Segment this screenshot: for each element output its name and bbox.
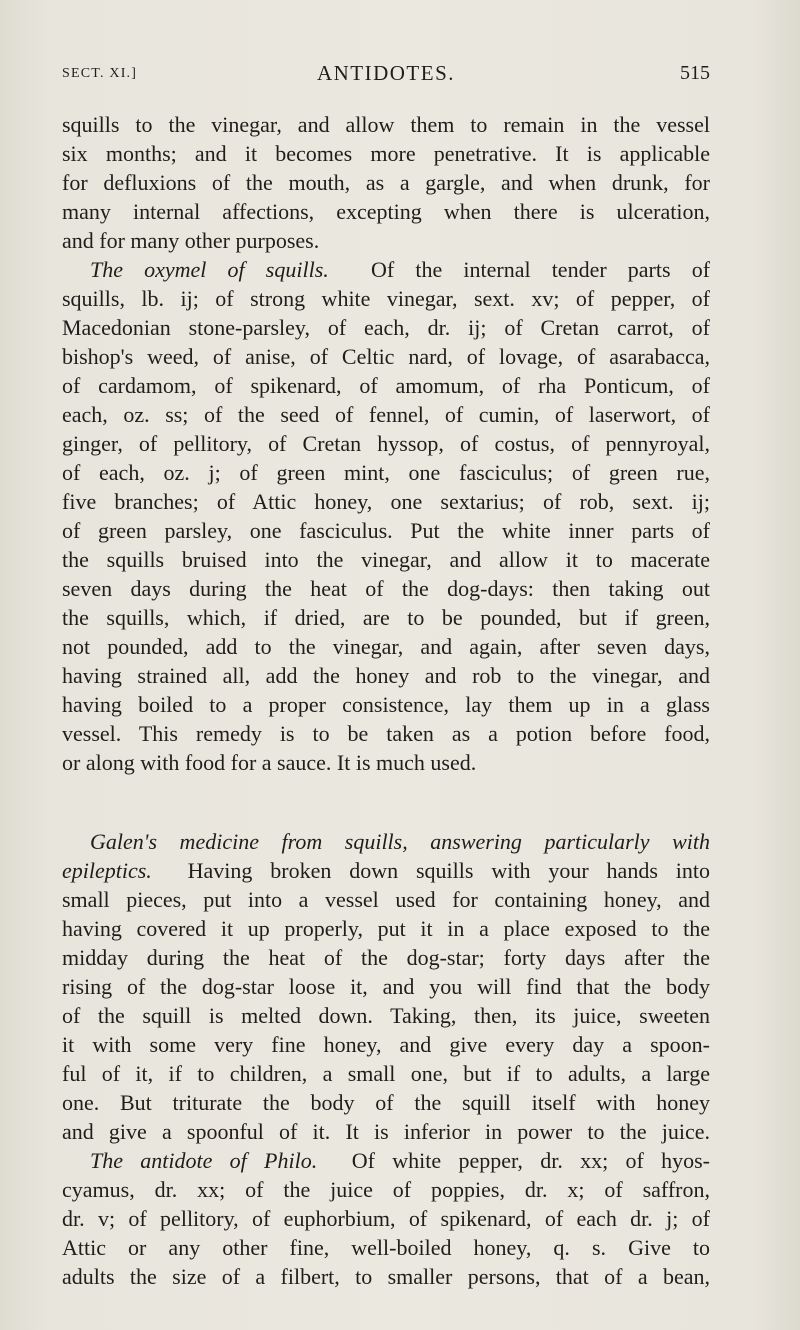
text-span: Of the internal tender parts of (371, 257, 710, 282)
text-line: squills, lb. ij; of strong white vinegar, sext. xv; of pepper, of (62, 286, 710, 311)
text-line: having covered it up properly, put it in a place exposed to the (62, 916, 710, 941)
text-line: six months; and it becomes more penetrative. It is applicable (62, 141, 710, 166)
text-line (62, 856, 710, 885)
text-line: for defluxions of the mouth, as a gargle, and when drunk, for (62, 170, 710, 195)
text-line (62, 1146, 710, 1175)
text-line: adults the size of a filbert, to smaller persons, that of a bean, (62, 1264, 710, 1289)
text-line: Macedonian stone-parsley, of each, dr. ij; of Cretan carrot, of (62, 315, 710, 340)
text-line: or along with food for a sauce. It is much used. (62, 750, 477, 775)
text-line: ginger, of pellitory, of Cretan hyssop, of costus, of pennyroyal, (62, 431, 710, 456)
text-line: seven days during the heat of the dog-days: then taking out (62, 576, 710, 601)
text-line: and for many other purposes. (62, 228, 320, 253)
text-line: not pounded, add to the vinegar, and again, after seven days, (62, 634, 710, 659)
text-line: of cardamom, of spikenard, of amomum, of rha Ponticum, of (62, 373, 710, 398)
text-line: having strained all, add the honey and rob to the vinegar, and (62, 663, 710, 688)
text-line: rising of the dog-star loose it, and you will find that the body (62, 974, 710, 999)
text-line: squills to the vinegar, and allow them to remain in the vessel (62, 112, 710, 137)
text-line (62, 827, 710, 856)
section-marker: SECT. XI.] (62, 66, 138, 81)
text-line: and give a spoonful of it. It is inferior in power to the juice. (62, 1119, 710, 1144)
text-line: of each, oz. j; of green mint, one fasciculus; of green rue, (62, 460, 710, 485)
page-title: ANTIDOTES. (316, 61, 456, 85)
recipe-heading: Galen's medicine from squills, answering particularly with (90, 829, 710, 854)
text-line: ful of it, if to children, a small one, but if to adults, a large (62, 1061, 710, 1086)
text-line: bishop's weed, of anise, of Celtic nard, of lovage, of asarabacca, (62, 344, 710, 369)
text-line: vessel. This remedy is to be taken as a potion before food, (62, 721, 710, 746)
text-line: Attic or any other fine, well-boiled honey, q. s. Give to (62, 1235, 710, 1260)
text-line (62, 255, 710, 284)
running-head (62, 58, 710, 90)
text-span: Having broken down squills with your hands into (187, 858, 710, 883)
text-line: each, oz. ss; of the seed of fennel, of cumin, of laserwort, of (62, 402, 710, 427)
recipe-heading: The antidote of Philo. (90, 1148, 318, 1173)
text-line: small pieces, put into a vessel used for containing honey, and (62, 887, 710, 912)
text-line: midday during the heat of the dog-star; forty days after the (62, 945, 710, 970)
text-line: one. But triturate the body of the squill itself with honey (62, 1090, 710, 1115)
text-line: many internal affections, excepting when there is ulceration, (62, 199, 710, 224)
recipe-heading: epileptics. (62, 858, 152, 883)
text-line: dr. v; of pellitory, of euphorbium, of spikenard, of each dr. j; of (62, 1206, 710, 1231)
text-line: the squills, which, if dried, are to be pounded, but if green, (62, 605, 710, 630)
text-span: Of white pepper, dr. xx; of hyos- (351, 1148, 710, 1173)
text-line: the squills bruised into the vinegar, and allow it to macerate (62, 547, 710, 572)
text-line: five branches; of Attic honey, one sextarius; of rob, sext. ij; (62, 489, 710, 514)
text-line: of green parsley, one fasciculus. Put the white inner parts of (62, 518, 710, 543)
text-line: it with some very fine honey, and give every day a spoon- (62, 1032, 710, 1057)
paragraph-gap (62, 777, 710, 827)
page-number: 515 (680, 62, 710, 84)
text-line: having boiled to a proper consistence, lay them up in a glass (62, 692, 710, 717)
body-text (62, 110, 710, 1291)
text-line: cyamus, dr. xx; of the juice of poppies, dr. x; of saffron, (62, 1177, 710, 1202)
text-line: of the squill is melted down. Taking, then, its juice, sweeten (62, 1003, 710, 1028)
recipe-heading: The oxymel of squills. (90, 257, 329, 282)
